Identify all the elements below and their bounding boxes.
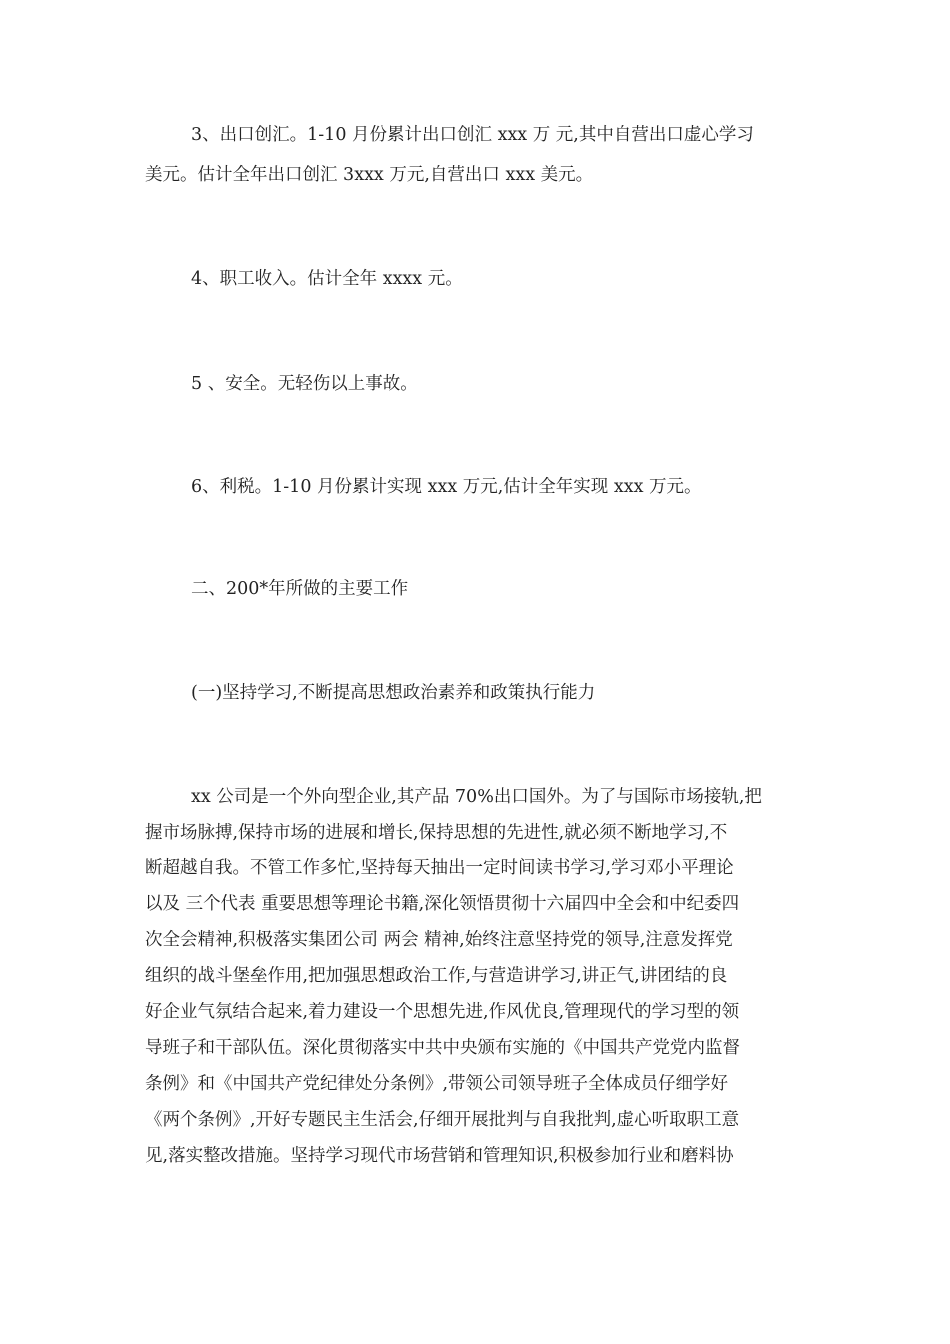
item5-text: 5 、安全。无轻伤以上事故。	[191, 374, 418, 394]
paragraph-line: 好企业气氛结合起来,着力建设一个思想先进,作风优良,管理现代的学习型的领	[145, 1002, 740, 1022]
item3-line2: 美元。估计全年出口创汇 3xxx 万元,自营出口 xxx 美元。	[145, 165, 594, 185]
paragraph-line: 以及 三个代表 重要思想等理论书籍,深化领悟贯彻十六届四中全会和中纪委四	[145, 894, 740, 914]
paragraph-line: 见,落实整改措施。坚持学习现代市场营销和管理知识,积极参加行业和磨料协	[145, 1146, 734, 1166]
item4-text: 4、职工收入。估计全年 xxxx 元。	[191, 269, 463, 289]
paragraph-line: 条例》和《中国共产党纪律处分条例》,带领公司领导班子全体成员仔细学好	[145, 1074, 729, 1094]
paragraph-line: 《两个条例》,开好专题民主生活会,仔细开展批判与自我批判,虚心听取职工意	[145, 1110, 740, 1130]
paragraph-line: 握市场脉搏,保持市场的进展和增长,保持思想的先进性,就必须不断地学习,不	[145, 823, 728, 843]
item6-text: 6、利税。1-10 月份累计实现 xxx 万元,估计全年实现 xxx 万元。	[191, 477, 702, 497]
paragraph-line: xx 公司是一个外向型企业,其产品 70%出口国外。为了与国际市场接轨,把	[191, 787, 762, 807]
subsection-heading: (一)坚持学习,不断提高思想政治素养和政策执行能力	[191, 683, 596, 703]
item3-line1: 3、出口创汇。1-10 月份累计出口创汇 xxx 万 元,其中自营出口虚心学习	[191, 125, 754, 145]
paragraph-line: 次全会精神,积极落实集团公司 两会 精神,始终注意坚持党的领导,注意发挥党	[145, 930, 733, 950]
section-heading: 二、200*年所做的主要工作	[191, 579, 409, 599]
paragraph-line: 断超越自我。不管工作多忙,坚持每天抽出一定时间读书学习,学习邓小平理论	[145, 858, 734, 878]
paragraph-line: 组织的战斗堡垒作用,把加强思想政治工作,与营造讲学习,讲正气,讲团结的良	[145, 966, 728, 986]
paragraph-line: 导班子和干部队伍。深化贯彻落实中共中央颁布实施的《中国共产党党内监督	[145, 1038, 740, 1058]
